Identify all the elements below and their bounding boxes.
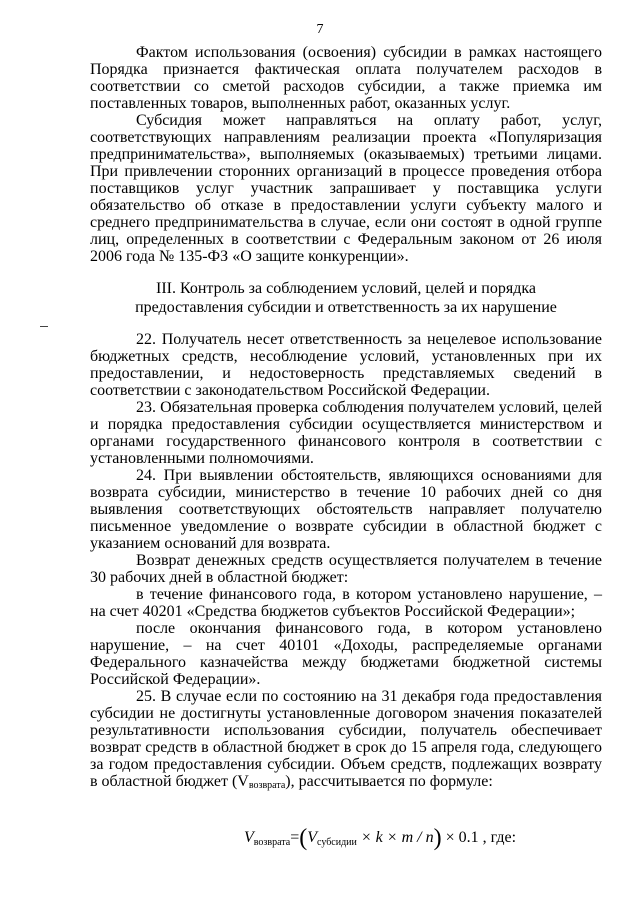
paragraph-23: 23. Обязательная проверка соблюдения получателем условий, целей и порядка предоставления субсидии осуществляется министерством и органами государственного финансового контроля в соответствии с установленными полномочиями. — [90, 399, 602, 467]
paragraph-usage-fact: Фактом использования (освоения) субсидии в рамках настоящего Порядка признается фактическая оплата получателем расходов в соответствии со сметой расходов субсидии, а также приемка им поставленных товаров, выполненных работ, оказанных услуг. — [90, 44, 602, 112]
paragraph-25-subscript: возврата — [248, 780, 286, 791]
formula-lhs-sub: возврата — [253, 837, 291, 848]
formula-tail: × 0.1 , где: — [441, 829, 517, 846]
document-body — [90, 44, 602, 794]
paragraph-account-40101: после окончания финансового года, в котором установлено нарушение, – на счет 40101 «Доходы, распределяемые органами Федерального казначейства между бюджетами бюджетной системы Российской Федерации». — [90, 620, 602, 688]
paragraph-subsidy-direction: Субсидия может направляться на оплату работ, услуг, соответствующих направлениям реализации проекта «Популяризация предпринимательства», выполняемых (оказываемых) третьими лицами. При привлечении сторонних организаций в процессе проведения отбора поставщиков услуг участник запрашивает у поставщика услуги обязательство об отказе в предоставлении услуги субъекту малого и среднего предпринимательства в случае, если они состоят в одной группе лиц, определенных в соответствии с Федеральным законом от 26 июля 2006 года № 135-ФЗ «О защите конкуренции». — [90, 112, 602, 265]
section-heading — [90, 279, 602, 317]
formula-v2-sub: субсидии — [317, 837, 357, 848]
formula-v2: V — [307, 829, 318, 846]
formula-lhs: V — [244, 829, 254, 846]
paragraph-refund: Возврат денежных средств осуществляется получателем в течение 30 рабочих дней в областной бюджет: — [90, 552, 602, 586]
formula-close-paren: ) — [433, 825, 442, 851]
formula-open-paren: ( — [299, 825, 308, 851]
formula-eq: = — [290, 829, 300, 846]
paragraph-24: 24. При выявлении обстоятельств, являющихся основаниями для возврата субсидии, министерство в течение 10 рабочих дней со дня выявления соответствующих обстоятельств направляет получателю письменное уведомление о возврате субсидии в областной бюджет с указанием оснований для возврата. — [90, 467, 602, 552]
section-heading-line-2: предоставления субсидии и ответственность за их нарушение — [135, 299, 557, 316]
formula-mid: × k × m / n — [356, 829, 434, 846]
paragraph-25-text: 25. В случае если по состоянию на 31 декабря года предоставления субсидии не достигнуты установленные договором значения показателей результативности использования субсидии, получатель обеспечивает возврат средств в областной бюджет в срок до 15 апреля года, следующего за годом предоставления субсидии. Объем средств, подлежащих возврату в областной бюджет (V — [90, 688, 602, 790]
section-heading-line-1: III. Контроль за соблюдением условий, целей и порядка — [156, 280, 536, 297]
paragraph-25 — [90, 688, 602, 794]
paragraph-25-tail: ), рассчитывается по формуле: — [285, 773, 493, 790]
page-number: 7 — [316, 22, 324, 37]
refund-formula — [244, 826, 524, 855]
margin-mark — [40, 326, 48, 327]
paragraph-22: 22. Получатель несет ответственность за нецелевое использование бюджетных средств, несоблюдение условий, установленных при их предоставлении, и недостоверность представляемых сведений в соответствии с законодательством Российской Федерации. — [90, 331, 602, 399]
paragraph-account-40201: в течение финансового года, в котором установлено нарушение, – на счет 40201 «Средства бюджетов субъектов Российской Федерации»; — [90, 586, 602, 620]
